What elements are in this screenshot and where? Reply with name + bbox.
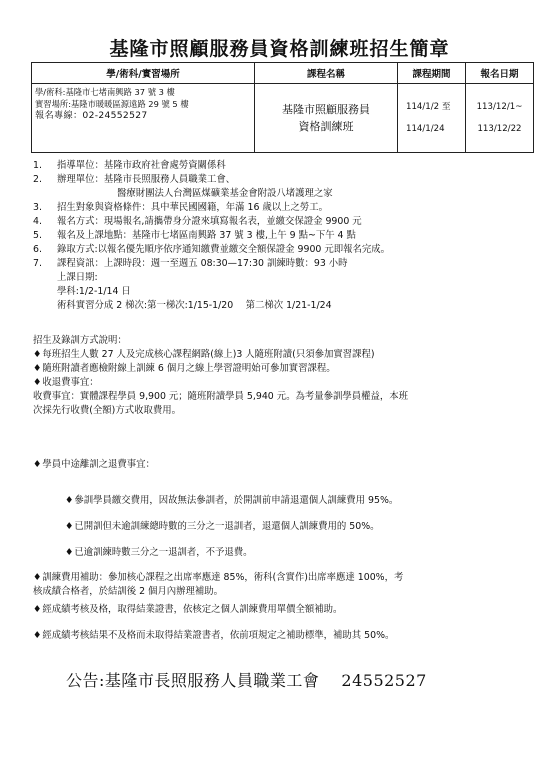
course-info-table	[31, 62, 534, 153]
list-item: 3. 招生對象與資格條件：具中華民國國籍，年滿 16 歲以上之勞工。	[33, 202, 329, 213]
admission-title: 招生及錄訓方式說明：	[33, 335, 127, 346]
signup-phone: 報名專線：02-24552527	[35, 110, 148, 121]
list-item: 4. 報名方式：現場報名,請攜帶身分證來填寫報名表，並繳交保證金 9900 元	[33, 216, 362, 227]
period-end: 114/1/24	[406, 124, 445, 134]
list-item: 1. 指導單位：基隆市政府社會處勞資關係科	[33, 160, 226, 171]
class-dates-subject: 學科:1/2-1/14 日	[57, 286, 131, 297]
admission-rule: ♦ 每班招生人數 27 人及完成核心課程網路(線上)3 人隨班附讀(只須參加實習課程)	[33, 348, 541, 362]
refund-title: ♦ 學員中途離訓之退費事宜：	[33, 458, 541, 472]
signup-end: 113/12/22	[477, 124, 522, 134]
list-item: 6. 錄取方式:以報名優先順序依序通知繳費並繳交全額保證金 9900 元即報名完成。	[33, 244, 390, 255]
list-item: 7. 課程資訊：上課時段：週一至週五 08:30—17:30 訓練時數：93 小時	[33, 258, 348, 269]
announcement-text: 公告:基隆市長照服務人員職業工會	[66, 671, 320, 690]
class-dates-practice: 術科實習分成 2 梯次:第一梯次:1/15-1/20 第二梯次 1/21-1/24	[57, 300, 332, 311]
header-period: 課程期間	[398, 63, 466, 84]
course-name-line: 資格訓練班	[298, 120, 354, 133]
announcement-footer	[66, 668, 427, 691]
subsidy-rule-continued: 核成績合格者，於結訓後 2 個月內辦理補助。	[33, 586, 224, 597]
admission-section	[33, 334, 541, 418]
refund-rule: ♦ 參訓學員繳交費用，因故無法參訓者，於開訓前申請退還個人訓練費用 95%。	[33, 494, 541, 508]
course-name-line: 基隆市照顧服務員	[282, 103, 370, 116]
list-item: 2. 辦理單位：基隆市長照服務人員職業工會、	[33, 174, 236, 185]
practice-address: 實習場所:基隆市暖暖區源遠路 29 號 5 樓	[35, 99, 189, 109]
header-location: 學/術科/實習場所	[32, 63, 255, 84]
table-header-row	[32, 63, 534, 84]
classroom-address: 學/術科:基隆市七堵南興路 37 號 3 樓	[35, 87, 175, 97]
fee-text: 收費事宜：實體課程學員 9,900 元；隨班附讀學員 5,940 元。為考量參訓學員權益，本班	[33, 391, 408, 402]
announcement-phone: 24552527	[341, 671, 427, 690]
refund-rule: ♦ 已逾訓練時數三分之一退訓者，不予退費。	[33, 546, 541, 560]
fee-text: 次採先行收費(全額)方式收取費用。	[33, 405, 181, 416]
refund-rule: ♦ 已開訓但未逾訓練總時數的三分之一退訓者，退還個人訓練費用的 50%。	[33, 520, 541, 534]
document-title: 基隆市照顧服務員資格訓練班招生簡章	[109, 38, 450, 60]
subsidy-section	[33, 571, 541, 599]
period-cell	[398, 84, 466, 153]
header-signup-date: 報名日期	[466, 63, 534, 84]
numbered-info-list	[33, 159, 543, 313]
signup-start: 113/12/1~	[476, 102, 523, 112]
subsidy-rule: ♦ 經成績考核及格，取得結業證書，依核定之個人訓練費用單價全額補助。	[33, 603, 541, 617]
class-dates-label: 上課日期:	[57, 272, 98, 283]
period-start: 114/1/2 至	[406, 102, 451, 112]
table-row	[32, 84, 534, 153]
header-course-name: 課程名稱	[255, 63, 398, 84]
fee-title: ♦ 收退費事宜：	[33, 376, 541, 390]
list-item: 5. 報名及上課地點：基隆市七堵區南興路 37 號 3 樓,上午 9 點~下午 4 點	[33, 230, 356, 241]
list-item-continued: 醫療財團法人台灣區煤礦業基金會附設八堵護理之家	[117, 188, 333, 199]
signup-cell	[466, 84, 534, 153]
subsidy-rule: ♦ 經成績考核結果不及格而未取得結業證書者，依前項規定之補助標準，補助其 50%。	[33, 629, 541, 643]
admission-rule: ♦ 隨班附讀者應檢附線上訓練 6 個月之線上學習證明始可參加實習課程。	[33, 362, 541, 376]
subsidy-rule: ♦ 訓練費用補助：參加核心課程之出席率應達 85%，術科(含實作)出席率應達 100%，考	[33, 571, 541, 585]
course-name-cell	[255, 84, 398, 153]
location-cell	[32, 84, 255, 153]
